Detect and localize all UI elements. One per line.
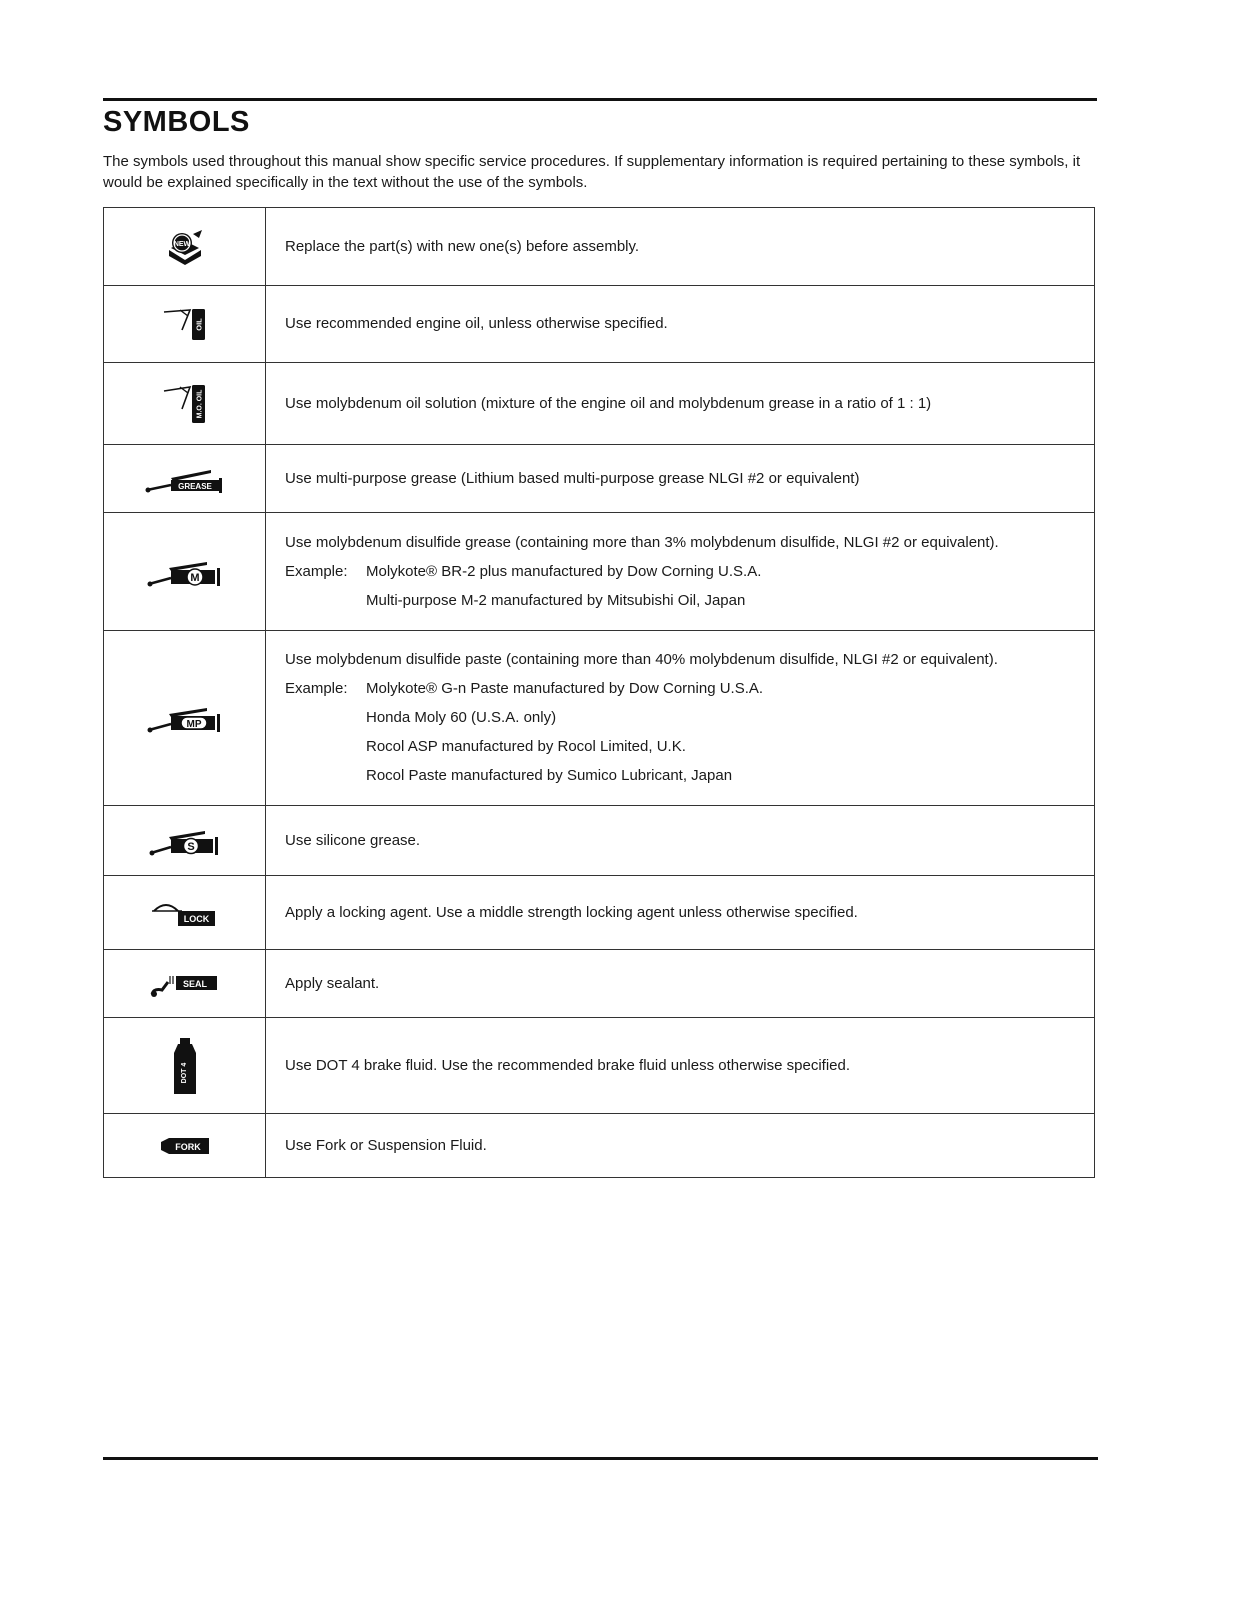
locking-agent-icon bbox=[152, 897, 218, 929]
svg-text:S: S bbox=[186, 840, 195, 853]
svg-text:NEW: NEW bbox=[173, 240, 190, 248]
bottom-rule bbox=[103, 1457, 1098, 1460]
svg-text:LOCK: LOCK bbox=[183, 913, 209, 924]
symbol-description: Use recommended engine oil, unless otherwise specified. bbox=[285, 315, 668, 332]
engine-oil-icon bbox=[162, 306, 208, 342]
example-item: Rocol ASP manufactured by Rocol Limited, U.K. bbox=[366, 738, 686, 755]
symbol-description: Use multi-purpose grease (Lithium based multi-purpose grease NLGI #2 or equivalent) bbox=[285, 469, 860, 487]
svg-text:GREASE: GREASE bbox=[177, 481, 212, 491]
intro-paragraph: The symbols used throughout this manual show specific service procedures. If supplementary information is required pertaining to these symbols, it would be explained specifically in the text without the use of the symbols. bbox=[103, 153, 1081, 191]
symbol-row-moly-oil bbox=[104, 363, 1095, 445]
example-block bbox=[285, 679, 1074, 786]
example-list bbox=[366, 562, 761, 611]
example-item: Multi-purpose M-2 manufactured by Mitsubishi Oil, Japan bbox=[366, 591, 746, 609]
example-block bbox=[285, 562, 1074, 611]
svg-text:MP: MP bbox=[186, 719, 201, 730]
brake-fluid-icon bbox=[172, 1037, 198, 1095]
symbol-row-grease bbox=[104, 445, 1095, 513]
top-rule bbox=[103, 98, 1097, 101]
grease-icon bbox=[145, 464, 225, 494]
symbol-description: Use molybdenum oil solution (mixture of the engine oil and molybdenum grease in a ratio of 1 : 1) bbox=[285, 394, 932, 412]
moly-paste-icon bbox=[147, 702, 223, 734]
example-label: Example: bbox=[285, 680, 348, 697]
symbol-description: Use Fork or Suspension Fluid. bbox=[285, 1136, 487, 1154]
new-part-icon bbox=[165, 228, 205, 266]
moly-oil-icon bbox=[162, 383, 208, 425]
symbol-description: Use molybdenum disulfide grease (containing more than 3% molybdenum disulfide, NLGI #2 or equivalent). bbox=[285, 533, 999, 551]
symbol-row-brake-fluid bbox=[104, 1018, 1095, 1114]
symbol-row-moly-grease bbox=[104, 513, 1095, 631]
symbol-row-locking-agent bbox=[104, 876, 1095, 950]
svg-text:M.O. OIL: M.O. OIL bbox=[196, 389, 203, 418]
symbol-row-engine-oil bbox=[104, 286, 1095, 363]
example-item: Molykote® G-n Paste manufactured by Dow Corning U.S.A. bbox=[366, 680, 764, 697]
symbol-description: Replace the part(s) with new one(s) before assembly. bbox=[285, 237, 640, 255]
example-item: Rocol Paste manufactured by Sumico Lubricant, Japan bbox=[366, 767, 733, 784]
symbol-row-fork-fluid bbox=[104, 1114, 1095, 1178]
svg-text:FORK: FORK bbox=[174, 1141, 201, 1152]
silicone-grease-icon bbox=[149, 825, 221, 857]
symbol-description: Use molybdenum disulfide paste (containing more than 40% molybdenum disulfide, NLGI #2 or equivalent). bbox=[285, 651, 998, 668]
sealant-icon bbox=[150, 970, 220, 998]
example-list bbox=[366, 679, 763, 786]
symbol-description: Apply a locking agent. Use a middle strength locking agent unless otherwise specified. bbox=[285, 903, 858, 921]
moly-grease-icon bbox=[147, 556, 223, 588]
symbol-description: Use silicone grease. bbox=[285, 831, 421, 849]
fork-fluid-icon bbox=[159, 1136, 211, 1156]
svg-text:DOT 4: DOT 4 bbox=[180, 1062, 188, 1083]
example-item: Honda Moly 60 (U.S.A. only) bbox=[366, 709, 557, 726]
page-title: SYMBOLS bbox=[103, 106, 250, 138]
symbol-description: Apply sealant. bbox=[285, 974, 380, 992]
symbol-description: Use DOT 4 brake fluid. Use the recommended brake fluid unless otherwise specified. bbox=[285, 1056, 850, 1074]
example-label: Example: bbox=[285, 562, 348, 580]
symbol-row-sealant bbox=[104, 950, 1095, 1018]
symbol-row-moly-paste bbox=[104, 631, 1095, 806]
symbol-row-silicone-grease bbox=[104, 806, 1095, 876]
symbols-table bbox=[103, 207, 1095, 1178]
symbol-row-new-part bbox=[104, 208, 1095, 286]
svg-text:OIL: OIL bbox=[194, 318, 203, 331]
svg-text:SEAL: SEAL bbox=[182, 978, 207, 989]
example-item: Molykote® BR-2 plus manufactured by Dow Corning U.S.A. bbox=[366, 562, 762, 580]
svg-text:M: M bbox=[189, 571, 200, 584]
